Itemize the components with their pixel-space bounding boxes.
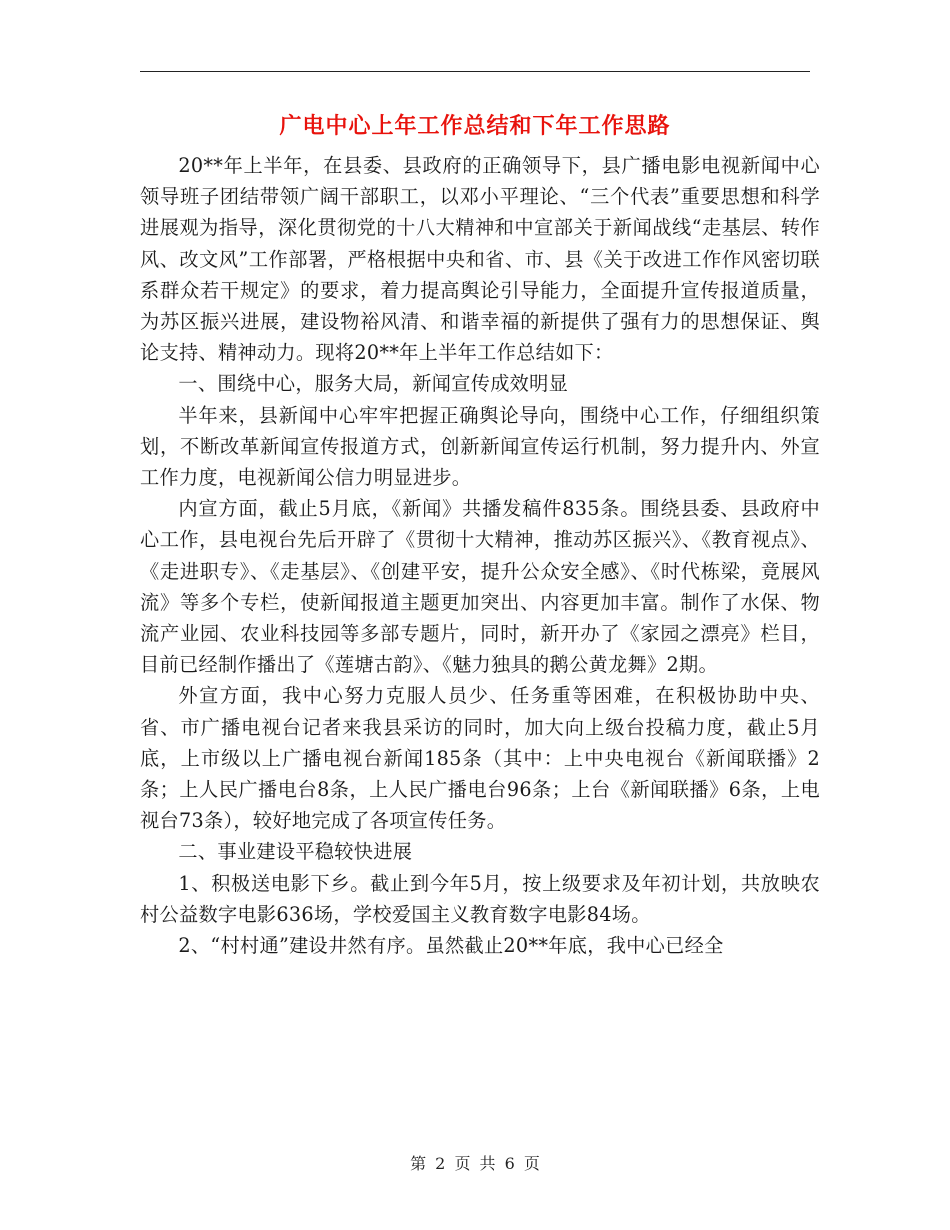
document-body — [140, 150, 820, 961]
section-heading-1: 一、围绕中心，服务大局，新闻宣传成效明显 — [178, 372, 569, 396]
section-heading-2: 二、事业建设平稳较快进展 — [178, 840, 413, 864]
header-rule — [140, 71, 810, 72]
document-title: 广电中心上年工作总结和下年工作思路 — [279, 113, 671, 139]
paragraph-film-screening: 1、积极送电影下乡。截止到今年5月，按上级要求及年初计划，共放映农村公益数字电影636场，学校爱国主义教育数字电影84场。 — [140, 871, 820, 926]
paragraph-intro: 20**年上半年，在县委、县政府的正确领导下，县广播电影电视新闻中心领导班子团结带领广阔干部职工，以邓小平理论、“三个代表”重要思想和科学进展观为指导，深化贯彻党的十八大精神和中宣部关于新闻战线“走基层、转作风、改文风”工作部署，严格根据中央和省、市、县《关于改进工作作风密切联系群众若干规定》的要求，着力提高舆论引导能力，全面提升宣传报道质量，为苏区振兴进展，建设物裕风清、和谐幸福的新提供了强有力的思想保证、舆论支持、精神动力。现将20**年上半年工作总结如下： — [140, 154, 820, 365]
paragraph-village-coverage: 2、“村村通”建设井然有序。虽然截止20**年底，我中心已经全 — [178, 934, 724, 958]
page-footer: 第 2 页 共 6 页 — [410, 1154, 540, 1173]
paragraph-internal-publicity: 内宣方面，截止5月底，《新闻》共播发稿件835条。围绕县委、县政府中心工作，县电视台先后开辟了《贯彻十大精神，推动苏区振兴》、《教育视点》、《走进职专》、《走基层》、《创建平安，提升公众安全感》、《时代栋梁，竟展风流》等多个专栏，使新闻报道主题更加突出、内容更加丰富。制作了水保、物流产业园、农业科技园等多部专题片，同时，新开办了《家园之漂亮》栏目，目前已经制作播出了《莲塘古韵》、《魅力独具的鹅公黄龙舞》2期。 — [140, 497, 820, 677]
paragraph-overview: 半年来，县新闻中心牢牢把握正确舆论导向，围绕中心工作，仔细组织策划，不断改革新闻宣传报道方式，创新新闻宣传运行机制，努力提升内、外宣工作力度，电视新闻公信力明显进步。 — [140, 403, 820, 490]
paragraph-external-publicity: 外宣方面，我中心努力克服人员少、任务重等困难，在积极协助中央、省、市广播电视台记者来我县采访的同时，加大向上级台投稿力度，截止5月底，上市级以上广播电视台新闻185条（其中：上中央电视台《新闻联播》2条；上人民广播电台8条，上人民广播电台96条；上台《新闻联播》6条，上电视台73条），较好地完成了各项宣传任务。 — [140, 684, 820, 833]
